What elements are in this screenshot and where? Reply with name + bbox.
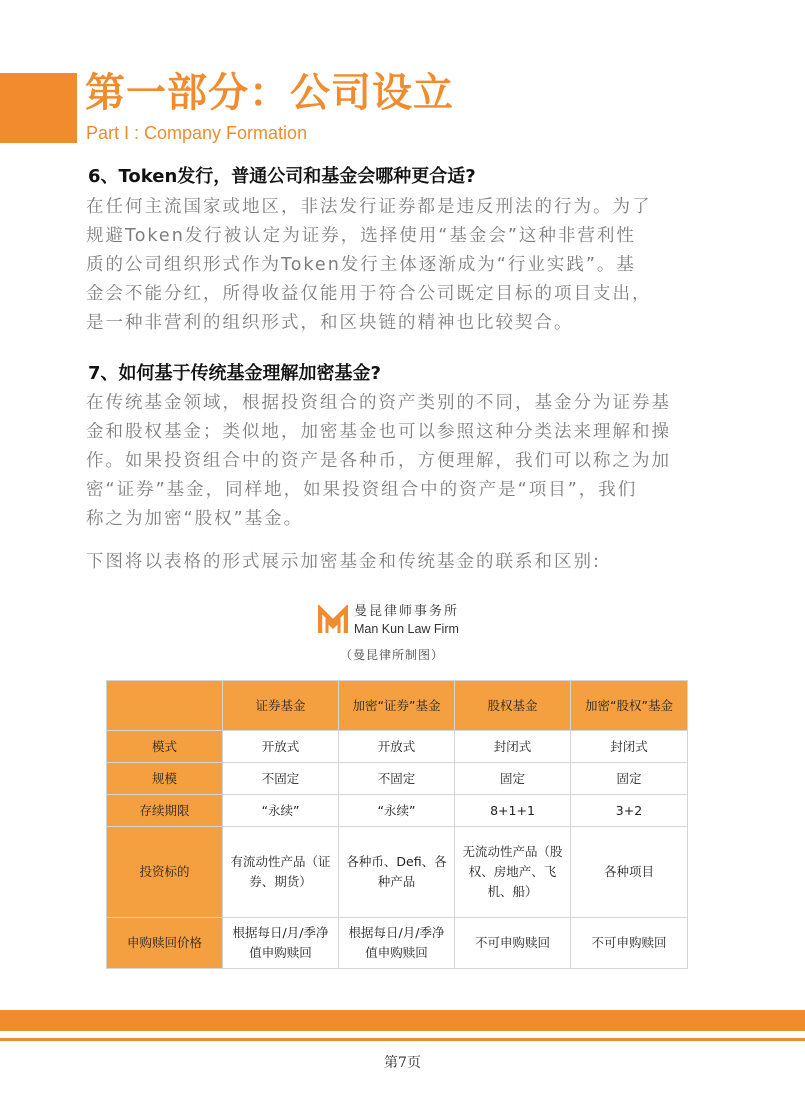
question-6-answer [86, 193, 726, 338]
column-header: 股权基金 [455, 681, 571, 731]
table-cell: 无流动性产品（股权、房地产、飞机、船） [455, 827, 571, 918]
table-row [107, 827, 688, 918]
table-cell: 根据每日/月/季净值申购赎回 [339, 918, 455, 969]
answer-line: 规避Token发行被认定为证券，选择使用“基金会”这种非营利性 [86, 226, 636, 246]
table-cell: 不固定 [223, 763, 339, 795]
firm-logo [318, 603, 488, 663]
firm-logo-mark-icon [318, 605, 348, 635]
table-cell: 各种项目 [571, 827, 688, 918]
row-header: 模式 [107, 731, 223, 763]
fund-comparison-table [106, 680, 688, 969]
row-header: 存续期限 [107, 795, 223, 827]
table-cell: 3+2 [571, 795, 688, 827]
table-intro-line: 下图将以表格的形式展示加密基金和传统基金的联系和区别: [86, 552, 601, 572]
table-cell: 不固定 [339, 763, 455, 795]
answer-line: 在传统基金领域，根据投资组合的资产类别的不同，基金分为证券基 [86, 393, 671, 413]
answer-line: 金和股权基金；类似地，加密基金也可以参照这种分类法来理解和操 [86, 422, 671, 442]
table-header-row [107, 681, 688, 731]
table-cell: 固定 [571, 763, 688, 795]
answer-line: 作。如果投资组合中的资产是各种币，方便理解，我们可以称之为加 [86, 451, 671, 471]
table-cell: 不可申购赎回 [455, 918, 571, 969]
column-header: 证券基金 [223, 681, 339, 731]
firm-name-en: Man Kun Law Firm [354, 622, 459, 636]
answer-line: 金会不能分红，所得收益仅能用于符合公司既定目标的项目支出， [86, 284, 652, 304]
table-cell: 固定 [455, 763, 571, 795]
row-header: 规模 [107, 763, 223, 795]
table-row [107, 795, 688, 827]
answer-line: 在任何主流国家或地区，非法发行证券都是违反刑法的行为。为了 [86, 197, 652, 217]
answer-line: 是一种非营利的组织形式，和区块链的精神也比较契合。 [86, 313, 574, 333]
table-row [107, 731, 688, 763]
table-intro [86, 548, 726, 577]
table-cell: “永续” [223, 795, 339, 827]
answer-line: 质的公司组织形式作为Token发行主体逐渐成为“行业实践”。基 [86, 255, 636, 275]
page-subtitle: Part I : Company Formation [86, 123, 308, 143]
row-header: 投资标的 [107, 827, 223, 918]
table-cell: 封闭式 [455, 731, 571, 763]
table-cell: 根据每日/月/季净值申购赎回 [223, 918, 339, 969]
page-title: 第一部分：公司设立 [85, 70, 454, 116]
question-7-heading: 7、如何基于传统基金理解加密基金? [88, 363, 381, 384]
table-row [107, 918, 688, 969]
column-header: 加密“股权”基金 [571, 681, 688, 731]
table-cell: 封闭式 [571, 731, 688, 763]
page-number: 第7页 [384, 1055, 421, 1071]
figure-caption: （曼昆律所制图） [340, 648, 445, 662]
column-header: 加密“证券”基金 [339, 681, 455, 731]
table-cell: 开放式 [223, 731, 339, 763]
table-cell: 各种币、Defi、各种产品 [339, 827, 455, 918]
footer-rule [0, 1038, 805, 1041]
footer-band [0, 1010, 805, 1031]
firm-name-cn: 曼昆律师事务所 [354, 604, 460, 619]
answer-line: 密“证券”基金，同样地，如果投资组合中的资产是“项目”，我们 [86, 480, 638, 500]
table-cell: 不可申购赎回 [571, 918, 688, 969]
question-7-answer [86, 389, 726, 534]
answer-line: 称之为加密“股权”基金。 [86, 509, 304, 529]
accent-block [0, 73, 77, 143]
table-row [107, 763, 688, 795]
table-cell: 开放式 [339, 731, 455, 763]
question-6-heading: 6、Token发行，普通公司和基金会哪种更合适? [88, 166, 476, 187]
table-cell: “永续” [339, 795, 455, 827]
row-header: 申购赎回价格 [107, 918, 223, 969]
table-cell: 有流动性产品（证券、期货） [223, 827, 339, 918]
table-corner-cell [107, 681, 223, 731]
table-cell: 8+1+1 [455, 795, 571, 827]
